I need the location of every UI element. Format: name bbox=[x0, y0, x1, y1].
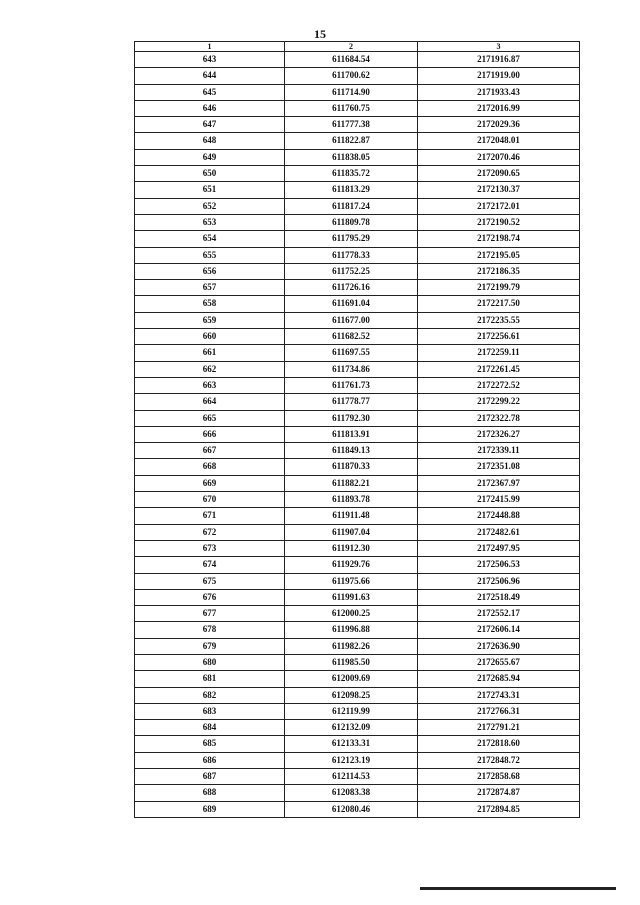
table-cell-col-3: 2172506.53 bbox=[418, 557, 580, 573]
table-row bbox=[135, 52, 580, 68]
table-row bbox=[135, 280, 580, 296]
table-cell-col-2: 611813.91 bbox=[285, 426, 418, 442]
table-row bbox=[135, 671, 580, 687]
table-body bbox=[135, 52, 580, 818]
table-cell-col-2: 611985.50 bbox=[285, 654, 418, 670]
table-row bbox=[135, 752, 580, 768]
table-cell-col-2: 612123.19 bbox=[285, 752, 418, 768]
table-row bbox=[135, 117, 580, 133]
table-cell-col-1: 686 bbox=[135, 752, 285, 768]
table-row bbox=[135, 443, 580, 459]
table-cell-col-1: 656 bbox=[135, 263, 285, 279]
table-cell-col-1: 677 bbox=[135, 606, 285, 622]
header-col-3: 3 bbox=[418, 42, 580, 52]
table-cell-col-3: 2172299.22 bbox=[418, 394, 580, 410]
table-cell-col-2: 611813.29 bbox=[285, 182, 418, 198]
table-cell-col-1: 683 bbox=[135, 703, 285, 719]
table-cell-col-3: 2172518.49 bbox=[418, 589, 580, 605]
table-cell-col-3: 2171916.87 bbox=[418, 52, 580, 68]
table-row bbox=[135, 426, 580, 442]
table-cell-col-3: 2172016.99 bbox=[418, 100, 580, 116]
table-cell-col-2: 611911.48 bbox=[285, 508, 418, 524]
table-cell-col-2: 611882.21 bbox=[285, 475, 418, 491]
table-cell-col-1: 644 bbox=[135, 68, 285, 84]
table-row bbox=[135, 703, 580, 719]
table-cell-col-1: 649 bbox=[135, 149, 285, 165]
table-cell-col-3: 2172367.97 bbox=[418, 475, 580, 491]
table-cell-col-3: 2172172.01 bbox=[418, 198, 580, 214]
footer-rule bbox=[420, 887, 616, 890]
table-cell-col-1: 679 bbox=[135, 638, 285, 654]
table-cell-col-1: 667 bbox=[135, 443, 285, 459]
table-cell-col-3: 2172130.37 bbox=[418, 182, 580, 198]
table-row bbox=[135, 166, 580, 182]
table-cell-col-2: 612133.31 bbox=[285, 736, 418, 752]
table-cell-col-3: 2172791.21 bbox=[418, 720, 580, 736]
table-cell-col-3: 2172894.85 bbox=[418, 801, 580, 817]
table-cell-col-1: 681 bbox=[135, 671, 285, 687]
table-cell-col-2: 611870.33 bbox=[285, 459, 418, 475]
table-row bbox=[135, 573, 580, 589]
table-row bbox=[135, 769, 580, 785]
table-cell-col-1: 671 bbox=[135, 508, 285, 524]
table-cell-col-2: 611912.30 bbox=[285, 540, 418, 556]
table-cell-col-3: 2172339.11 bbox=[418, 443, 580, 459]
table-cell-col-2: 611982.26 bbox=[285, 638, 418, 654]
table-row bbox=[135, 394, 580, 410]
table-cell-col-2: 611907.04 bbox=[285, 524, 418, 540]
table-cell-col-3: 2172259.11 bbox=[418, 345, 580, 361]
table-cell-col-3: 2172552.17 bbox=[418, 606, 580, 622]
table-row bbox=[135, 345, 580, 361]
table-cell-col-2: 611714.90 bbox=[285, 84, 418, 100]
table-cell-col-1: 651 bbox=[135, 182, 285, 198]
table-row bbox=[135, 720, 580, 736]
table-row bbox=[135, 410, 580, 426]
table-row bbox=[135, 508, 580, 524]
table-cell-col-3: 2172322.78 bbox=[418, 410, 580, 426]
table-cell-col-1: 657 bbox=[135, 280, 285, 296]
table-cell-col-2: 611795.29 bbox=[285, 231, 418, 247]
table-cell-col-1: 665 bbox=[135, 410, 285, 426]
table-cell-col-1: 682 bbox=[135, 687, 285, 703]
table-row bbox=[135, 133, 580, 149]
table-row bbox=[135, 149, 580, 165]
table-cell-col-1: 678 bbox=[135, 622, 285, 638]
table-row bbox=[135, 622, 580, 638]
table-row bbox=[135, 296, 580, 312]
header-col-2: 2 bbox=[285, 42, 418, 52]
table-row bbox=[135, 687, 580, 703]
table-cell-col-2: 611752.25 bbox=[285, 263, 418, 279]
table-cell-col-3: 2172743.31 bbox=[418, 687, 580, 703]
table-cell-col-1: 663 bbox=[135, 377, 285, 393]
table-cell-col-3: 2172351.08 bbox=[418, 459, 580, 475]
table-cell-col-2: 611975.66 bbox=[285, 573, 418, 589]
table-cell-col-2: 611817.24 bbox=[285, 198, 418, 214]
table-cell-col-1: 666 bbox=[135, 426, 285, 442]
table-cell-col-2: 611677.00 bbox=[285, 312, 418, 328]
table-cell-col-3: 2172482.61 bbox=[418, 524, 580, 540]
table-cell-col-2: 611838.05 bbox=[285, 149, 418, 165]
table-cell-col-2: 611893.78 bbox=[285, 492, 418, 508]
table-cell-col-3: 2172195.05 bbox=[418, 247, 580, 263]
table-cell-col-3: 2171919.00 bbox=[418, 68, 580, 84]
table-row bbox=[135, 638, 580, 654]
table-cell-col-3: 2172090.65 bbox=[418, 166, 580, 182]
table-row bbox=[135, 377, 580, 393]
table-row bbox=[135, 801, 580, 817]
table-cell-col-2: 611929.76 bbox=[285, 557, 418, 573]
table-cell-col-3: 2172685.94 bbox=[418, 671, 580, 687]
table-row bbox=[135, 84, 580, 100]
table-row bbox=[135, 329, 580, 345]
table-cell-col-2: 611996.88 bbox=[285, 622, 418, 638]
table-cell-col-3: 2172655.67 bbox=[418, 654, 580, 670]
table-cell-col-1: 668 bbox=[135, 459, 285, 475]
table-cell-col-1: 662 bbox=[135, 361, 285, 377]
table-cell-col-3: 2172048.01 bbox=[418, 133, 580, 149]
table-cell-col-1: 684 bbox=[135, 720, 285, 736]
table-cell-col-1: 653 bbox=[135, 214, 285, 230]
table-row bbox=[135, 247, 580, 263]
table-row bbox=[135, 312, 580, 328]
table-cell-col-1: 673 bbox=[135, 540, 285, 556]
table-cell-col-3: 2172029.36 bbox=[418, 117, 580, 133]
table-cell-col-2: 611691.04 bbox=[285, 296, 418, 312]
table-cell-col-1: 658 bbox=[135, 296, 285, 312]
table-cell-col-3: 2171933.43 bbox=[418, 84, 580, 100]
table-row bbox=[135, 654, 580, 670]
table-cell-col-3: 2172199.79 bbox=[418, 280, 580, 296]
table-cell-col-2: 612114.53 bbox=[285, 769, 418, 785]
table-cell-col-3: 2172636.90 bbox=[418, 638, 580, 654]
table-cell-col-2: 611991.63 bbox=[285, 589, 418, 605]
table-cell-col-3: 2172326.27 bbox=[418, 426, 580, 442]
coordinates-table bbox=[134, 41, 580, 818]
table-cell-col-3: 2172261.45 bbox=[418, 361, 580, 377]
table-row bbox=[135, 361, 580, 377]
table-cell-col-2: 612009.69 bbox=[285, 671, 418, 687]
table-cell-col-3: 2172766.31 bbox=[418, 703, 580, 719]
table-cell-col-1: 654 bbox=[135, 231, 285, 247]
table-row bbox=[135, 524, 580, 540]
table-row bbox=[135, 540, 580, 556]
table-cell-col-1: 661 bbox=[135, 345, 285, 361]
table-cell-col-2: 611726.16 bbox=[285, 280, 418, 296]
table-cell-col-3: 2172506.96 bbox=[418, 573, 580, 589]
table-cell-col-2: 611700.62 bbox=[285, 68, 418, 84]
table-cell-col-1: 643 bbox=[135, 52, 285, 68]
table-cell-col-2: 611778.77 bbox=[285, 394, 418, 410]
table-row bbox=[135, 785, 580, 801]
table-cell-col-2: 612132.09 bbox=[285, 720, 418, 736]
table-cell-col-2: 612119.99 bbox=[285, 703, 418, 719]
table-cell-col-3: 2172256.61 bbox=[418, 329, 580, 345]
table-cell-col-2: 611778.33 bbox=[285, 247, 418, 263]
table-row bbox=[135, 68, 580, 84]
table-cell-col-2: 611849.13 bbox=[285, 443, 418, 459]
table-cell-col-2: 611792.30 bbox=[285, 410, 418, 426]
table-row bbox=[135, 475, 580, 491]
table-cell-col-2: 612098.25 bbox=[285, 687, 418, 703]
table-row bbox=[135, 263, 580, 279]
table-cell-col-2: 611835.72 bbox=[285, 166, 418, 182]
table-cell-col-1: 655 bbox=[135, 247, 285, 263]
table-cell-col-3: 2172874.87 bbox=[418, 785, 580, 801]
table-cell-col-1: 645 bbox=[135, 84, 285, 100]
table-cell-col-1: 648 bbox=[135, 133, 285, 149]
table-cell-col-3: 2172415.99 bbox=[418, 492, 580, 508]
table-cell-col-1: 650 bbox=[135, 166, 285, 182]
table-cell-col-2: 612080.46 bbox=[285, 801, 418, 817]
table-cell-col-1: 647 bbox=[135, 117, 285, 133]
table-cell-col-2: 611734.86 bbox=[285, 361, 418, 377]
table-cell-col-3: 2172186.35 bbox=[418, 263, 580, 279]
table-cell-col-2: 612000.25 bbox=[285, 606, 418, 622]
table-cell-col-1: 652 bbox=[135, 198, 285, 214]
table-row bbox=[135, 182, 580, 198]
table-cell-col-1: 669 bbox=[135, 475, 285, 491]
table-cell-col-1: 688 bbox=[135, 785, 285, 801]
table-cell-col-1: 670 bbox=[135, 492, 285, 508]
table-cell-col-3: 2172190.52 bbox=[418, 214, 580, 230]
table-cell-col-1: 646 bbox=[135, 100, 285, 116]
table-row bbox=[135, 492, 580, 508]
table-cell-col-3: 2172198.74 bbox=[418, 231, 580, 247]
table-cell-col-2: 611760.75 bbox=[285, 100, 418, 116]
table-cell-col-2: 611809.78 bbox=[285, 214, 418, 230]
table-cell-col-2: 611822.87 bbox=[285, 133, 418, 149]
table-cell-col-3: 2172070.46 bbox=[418, 149, 580, 165]
table-cell-col-3: 2172448.88 bbox=[418, 508, 580, 524]
table-row bbox=[135, 231, 580, 247]
table-row bbox=[135, 214, 580, 230]
table-cell-col-1: 687 bbox=[135, 769, 285, 785]
table-header-row bbox=[135, 42, 580, 52]
table-row bbox=[135, 589, 580, 605]
table-cell-col-2: 611684.54 bbox=[285, 52, 418, 68]
table-cell-col-3: 2172217.50 bbox=[418, 296, 580, 312]
table-cell-col-2: 611682.52 bbox=[285, 329, 418, 345]
table-cell-col-3: 2172497.95 bbox=[418, 540, 580, 556]
table-row bbox=[135, 557, 580, 573]
table-cell-col-1: 675 bbox=[135, 573, 285, 589]
table-cell-col-1: 674 bbox=[135, 557, 285, 573]
table-cell-col-1: 660 bbox=[135, 329, 285, 345]
table-row bbox=[135, 459, 580, 475]
page-number: 15 bbox=[314, 27, 326, 41]
table-cell-col-1: 676 bbox=[135, 589, 285, 605]
table-cell-col-3: 2172818.60 bbox=[418, 736, 580, 752]
header-col-1: 1 bbox=[135, 42, 285, 52]
table-cell-col-1: 664 bbox=[135, 394, 285, 410]
table-cell-col-3: 2172606.14 bbox=[418, 622, 580, 638]
table-cell-col-3: 2172848.72 bbox=[418, 752, 580, 768]
table-cell-col-1: 685 bbox=[135, 736, 285, 752]
table-cell-col-3: 2172272.52 bbox=[418, 377, 580, 393]
table-cell-col-2: 612083.38 bbox=[285, 785, 418, 801]
table-row bbox=[135, 736, 580, 752]
table-cell-col-2: 611697.55 bbox=[285, 345, 418, 361]
table-cell-col-2: 611777.38 bbox=[285, 117, 418, 133]
table-cell-col-1: 689 bbox=[135, 801, 285, 817]
table-cell-col-1: 672 bbox=[135, 524, 285, 540]
coordinates-table-container bbox=[134, 41, 579, 818]
table-cell-col-1: 659 bbox=[135, 312, 285, 328]
table-cell-col-1: 680 bbox=[135, 654, 285, 670]
table-cell-col-3: 2172858.68 bbox=[418, 769, 580, 785]
table-cell-col-2: 611761.73 bbox=[285, 377, 418, 393]
table-row bbox=[135, 198, 580, 214]
table-row bbox=[135, 606, 580, 622]
table-cell-col-3: 2172235.55 bbox=[418, 312, 580, 328]
table-row bbox=[135, 100, 580, 116]
